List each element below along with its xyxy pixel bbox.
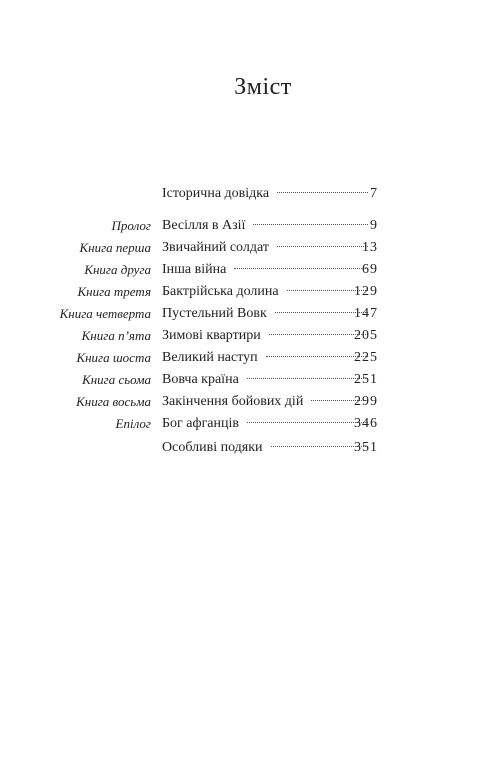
toc-entry-title: Звичайний солдат <box>162 240 269 255</box>
toc-entry-page: 7 <box>370 186 378 201</box>
toc-entry-page: 9 <box>370 218 378 233</box>
toc-entry-label: Книга сьома <box>82 372 151 387</box>
toc-entry-title: Закінчення бойових дій <box>162 394 304 409</box>
toc-entry-title: Історична довідка <box>162 186 270 201</box>
toc-entry-book-1[interactable] <box>0 237 496 259</box>
toc-entry-epilogue[interactable] <box>0 413 496 435</box>
toc-entry-label: Книга п’ята <box>81 328 151 343</box>
toc-entry-label: Книга перша <box>79 240 151 255</box>
toc-entry-book-2[interactable] <box>0 259 496 281</box>
toc-entry-book-8[interactable] <box>0 391 496 413</box>
toc-entry-acknowledgements[interactable] <box>0 437 496 459</box>
toc-entry-page: 251 <box>354 372 378 387</box>
toc-entry-page: 299 <box>354 394 378 409</box>
dot-leader <box>277 191 368 193</box>
toc-entry-label: Книга третя <box>77 284 151 299</box>
toc-entry-label: Пролог <box>111 218 151 233</box>
toc-entry-title: Бактрійська долина <box>162 284 279 299</box>
toc-entry-page: 147 <box>354 306 378 321</box>
toc-entry-page: 351 <box>354 440 378 455</box>
toc-entry-book-6[interactable] <box>0 347 496 369</box>
toc-entry-title: Пустельний Вовк <box>162 306 267 321</box>
toc-entry-title: Зимові квартири <box>162 328 261 343</box>
toc-entry-label: Книга друга <box>84 262 151 277</box>
toc-entry-title: Бог афганців <box>162 416 240 431</box>
toc-entry-label: Епілог <box>115 416 151 431</box>
toc-entry-title: Особливі подяки <box>162 440 263 455</box>
dot-leader <box>277 245 368 247</box>
toc-entry-title: Весілля в Азії <box>162 218 246 233</box>
dot-leader <box>234 267 368 269</box>
dot-leader <box>253 223 368 225</box>
toc-entry-label: Книга четверта <box>59 306 151 321</box>
toc-entry-book-7[interactable] <box>0 369 496 391</box>
toc-entry-page: 69 <box>362 262 378 277</box>
toc-entry-page: 13 <box>362 240 378 255</box>
toc-entry-title: Вовча країна <box>162 372 239 387</box>
dot-leader <box>247 377 368 379</box>
dot-leader <box>266 355 368 357</box>
toc-entry-label: Книга шоста <box>76 350 151 365</box>
page-title: Зміст <box>234 74 292 100</box>
toc-entry-prologue[interactable] <box>0 215 496 237</box>
toc-entry-label: Книга восьма <box>76 394 151 409</box>
toc-entry-page: 225 <box>354 350 378 365</box>
toc-entry-title: Інша війна <box>162 262 227 277</box>
toc-entry-book-3[interactable] <box>0 281 496 303</box>
toc-entry-title: Великий наступ <box>162 350 258 365</box>
toc-entry-book-5[interactable] <box>0 325 496 347</box>
dot-leader <box>247 421 368 423</box>
toc-entry-page: 346 <box>354 416 378 431</box>
toc-entry-historical-note[interactable] <box>0 183 496 205</box>
toc-entry-page: 129 <box>354 284 378 299</box>
toc-entry-page: 205 <box>354 328 378 343</box>
toc-entry-book-4[interactable] <box>0 303 496 325</box>
